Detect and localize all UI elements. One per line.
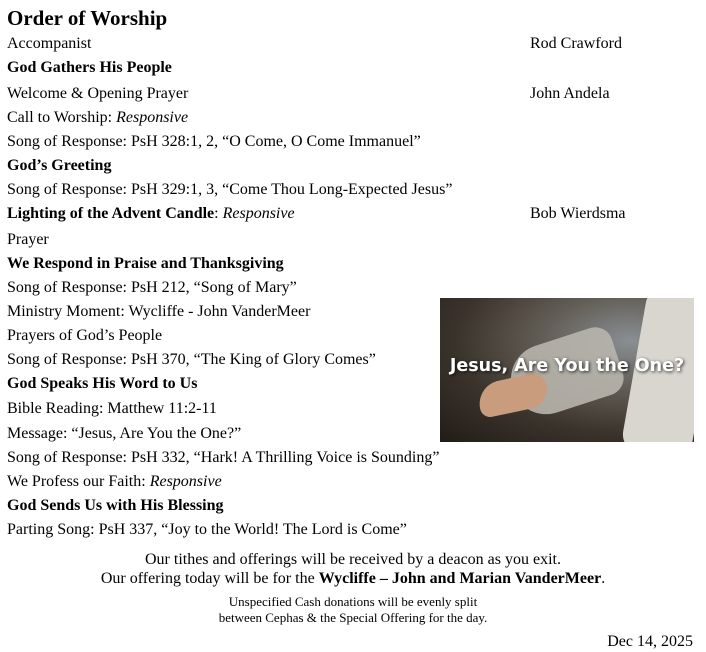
service-item: We Profess our Faith: Responsive xyxy=(7,473,222,490)
service-item: Song of Response: PsH 329:1, 3, “Come Thou Long-Expected Jesus” xyxy=(7,181,453,198)
section-heading: God Gathers His People xyxy=(7,59,172,76)
offering-note: Our offering today will be for the Wycliffe – John and Marian VanderMeer. xyxy=(100,570,606,587)
tithes-note: Our tithes and offerings will be received by a deacon as you exit. xyxy=(144,551,561,568)
service-item: Accompanist xyxy=(7,35,92,52)
service-leader: Rod Crawford xyxy=(530,35,622,52)
section-heading: We Respond in Praise and Thanksgiving xyxy=(7,255,284,272)
service-item: Song of Response: PsH 328:1, 2, “O Come, O Come Immanuel” xyxy=(7,133,421,150)
service-item: Song of Response: PsH 370, “The King of Glory Comes” xyxy=(7,351,376,368)
service-item: Prayer xyxy=(7,231,49,248)
service-item: Lighting of the Advent Candle: Responsive xyxy=(7,205,295,222)
sermon-promo-image xyxy=(440,298,694,442)
section-heading: God Speaks His Word to Us xyxy=(7,375,198,392)
page-title: Order of Worship xyxy=(7,6,168,30)
service-item: Parting Song: PsH 337, “Joy to the World! The Lord is Come” xyxy=(7,521,407,538)
service-date: Dec 14, 2025 xyxy=(607,633,693,650)
service-item: Ministry Moment: Wycliffe - John VanderMeer xyxy=(7,303,311,320)
section-heading: God Sends Us with His Blessing xyxy=(7,497,224,514)
cash-note-line-1: Unspecified Cash donations will be evenly split xyxy=(228,594,478,609)
service-item: Call to Worship: Responsive xyxy=(7,109,189,126)
service-leader: John Andela xyxy=(530,85,610,102)
cash-note-line-2: between Cephas & the Special Offering for the day. xyxy=(218,610,488,625)
service-item: Bible Reading: Matthew 11:2-11 xyxy=(7,400,217,417)
service-item: Message: “Jesus, Are You the One?” xyxy=(7,425,242,442)
promo-caption: Jesus, Are You the One? xyxy=(449,356,685,376)
service-item: Prayers of God’s People xyxy=(7,327,163,344)
service-item: Welcome & Opening Prayer xyxy=(7,85,189,102)
service-item: Song of Response: PsH 332, “Hark! A Thrilling Voice is Sounding” xyxy=(7,449,440,466)
service-item: Song of Response: PsH 212, “Song of Mary” xyxy=(7,279,297,296)
section-heading: God’s Greeting xyxy=(7,157,112,174)
service-leader: Bob Wierdsma xyxy=(530,205,626,222)
